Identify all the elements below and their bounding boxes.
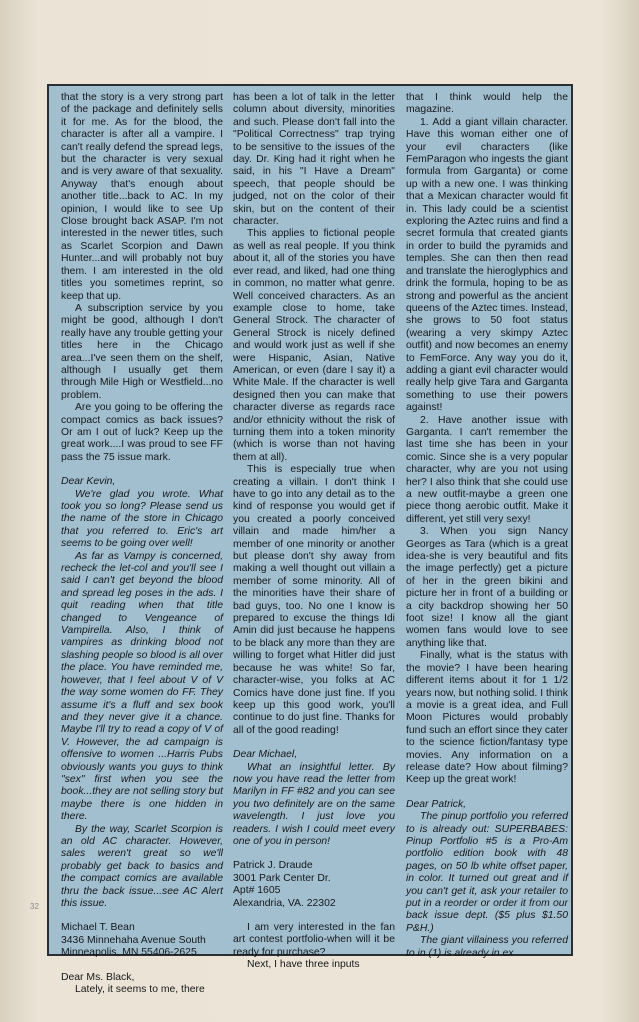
- letter-paragraph: Dear Kevin,: [61, 476, 116, 488]
- letter-paragraph: A subscription service by you might be good, although I don't really have any trouble getting your titles here in the Chicago area...I've seen them on the shelf, although I usually get them through Mile High or Westfield...no problem.: [61, 302, 223, 401]
- letter-paragraph: I am very interested in the fan art contest portfolio-when will it be ready for purchase?: [233, 922, 395, 958]
- letter-paragraph: This applies to fictional people as well as real people. If you think about it, all of the stories you have ever read, and liked, had one thing in common, no matter what genre. Well conceived characters. As an example close to home, take General Strock. The character of General Strock is nicely defined and would work just as well if she were Hispanic, Asian, Native American, or even (dare I say it) a White Male. If the character is well designed then you can make that character diverse as regards race and/or ethnicity without the risk of turning them into a token minority (which is worse than not having them at all).: [233, 228, 395, 463]
- page-number: 32: [30, 902, 39, 911]
- letter-paragraph: Patrick J. Draude 3001 Park Center Dr. Apt# 1605 Alexandria, VA. 22302: [233, 860, 336, 909]
- letter-paragraph: Michael T. Bean 3436 Minnehaha Avenue South Minneapolis, MN 55406-2625: [61, 922, 206, 959]
- letter-paragraph: By the way, Scarlet Scorpion is an old AC character. However, sales weren't great so we'll probably get back to basics and the compact comics are available thru the back issue...see AC Alert this issue.: [61, 823, 223, 909]
- letter-paragraph: Dear Ms. Black,: [61, 971, 135, 983]
- letter-paragraph: This is especially true when creating a villain. I don't think I have to go into any detail as to the kind of response you would get if you created a poorly conceived villain and made him/her a member of one minority or another but please don't shy away from making a well thought out villain a member of some minority. All of the minorities have their share of bad guys, too. No one I know is prepared to excuse the things Idi Amin did just because he happens to be black any more than they are willing to forget what Hitler did just because he was white! So far, character-wise, you folks at AC Comics have done just fine. If you keep up this good work, you'll continue to do just fine. Thanks for all of the good reading!: [233, 464, 395, 736]
- letter-paragraph: has been a lot of talk in the letter column about diversity, minorities and such. Please don't fall into the "Political Correctness" trap trying to be sensitive to the issues of the day. Dr. King had it right when he said, in his "I Have a Dream" speech, that people should be judged, not on the color of their skin, but on the content of their character.: [233, 92, 395, 228]
- letter-paragraph: Are you going to be offering the compact comics as back issues? Or am I out of luck? Keep up the great work....I was proud to see FF pass the 75 issue mark.: [61, 402, 223, 463]
- letter-paragraph: The giant villainess you referred to in (1) is already in ex: [406, 935, 568, 959]
- letter-paragraph: Dear Patrick,: [406, 798, 467, 810]
- letter-paragraph: We're glad you wrote. What took you so long? Please send us the name of the store in Chicago that you referred to. Eric's art seems to be going over well!: [61, 488, 223, 550]
- letters-panel: [47, 84, 573, 996]
- letters-column-2: [233, 92, 395, 972]
- letter-paragraph: Finally, what is the status with the movie? I have been hearing different items about it for 1 1/2 years now, but nothing solid. I think a movie is a great idea, and Full Moon Pictures would probably fund such an effort since they cater to the science fiction/fantasy type movies. Any information on a release date? How about filming? Keep up the great work!: [406, 650, 568, 786]
- letter-paragraph: 3. When you sign Nancy Georges as Tara (which is a great idea-she is very beautiful and fits the image perfectly) get a picture of her in the green bikini and picture her in front of a building or a city backdrop showing her 50 foot size! I know all the giant women fans would love to see anything like that.: [406, 526, 568, 649]
- letters-column-1: [61, 92, 223, 996]
- letter-paragraph: Dear Michael,: [233, 749, 298, 761]
- letter-paragraph: Next, I have three inputs: [247, 959, 360, 971]
- letter-paragraph: The pinup portfolio you referred to is already out: SUPERBABES: Pinup Portfolio #5 is a Pro-Am portfolio edition book with 48 pages, on 50 lb white offset paper, in color. It turned out great and if you can't get it, ask your retailer to put in a reorder or order it from our back issue dept. ($5 plus $1.50 P&H.): [406, 811, 568, 934]
- letter-paragraph: that I think would help the magazine.: [406, 92, 568, 116]
- letter-paragraph: What an insightful letter. By now you have read the letter from Marilyn in FF #82 and you can see you two definitely are on the same wavelength. I just love you readers. I wish I could meet every one of you in person!: [233, 761, 395, 847]
- letter-paragraph: that the story is a very strong part of the package and definitely sells it for me. As for the blood, the character is after all a vampire. I can't really defend the spread legs, but the character is very sexual and is very aware of that sexuality. Anyway that's enough about another title...back to AC. In my opinion, I would like to see Up Close brought back ASAP. I'm not interested in the newer titles, such as Scarlet Scorpion and Dawn Hunter...and will probably not buy them. I am interested in the old titles you sometimes reprint, so keep that up.: [61, 92, 223, 302]
- letter-paragraph: 2. Have another issue with Garganta. I can't remember the last time she has been in your comic. Since she is a very popular character, why are you not using her? I also think that she could use a new outfit-maybe a green one piece thong aerobic outfit. Make it different, yet still very sexy!: [406, 414, 568, 525]
- letter-paragraph: Lately, it seems to me, there: [75, 984, 205, 996]
- letter-paragraph: As far as Vampy is concerned, recheck the let-col and you'll see I said I can't get beyond the blood and spread leg poses in the ads. I quit reading when that title changed to Vengeance of Vampirella. Also, I think of vampires as drinking blood not slashing people so blood is all over the place. You have reminded me, however, that I feel about V of V the way some women do FF. They assume it's a fluff and sex book and they never give it a chance. Maybe I'll try to read a copy of V of V. However, the ad campaign is offensive to women ...Harris Pubs obviously wants you guys to think "sex" first when you see the book...they are not selling story but maybe there is one hidden in there.: [61, 550, 223, 823]
- letters-column-3: [406, 92, 568, 960]
- letter-paragraph: 1. Add a giant villain character. Have this woman either one of your evil characters (like FemParagon who ingests the giant formula from Garganta) or come up with a new one. I was thinking that a Mexican character would fit in. This lady could be a scientist exploring the Aztec ruins and find a secret formula that created giants in order to build the pyramids and temples. She can then then read and translate the hieroglyphics and drink the formula, hoping to be as strong and powerful as the ancient queens of the Aztec times. Instead, she grows to 50 foot status (wearing a very skimpy Aztec outfit) and now becomes an enemy to FemForce. Any way you do it, adding a giant evil character would really help give Tara and Garganta something to use their powers against!: [406, 116, 568, 414]
